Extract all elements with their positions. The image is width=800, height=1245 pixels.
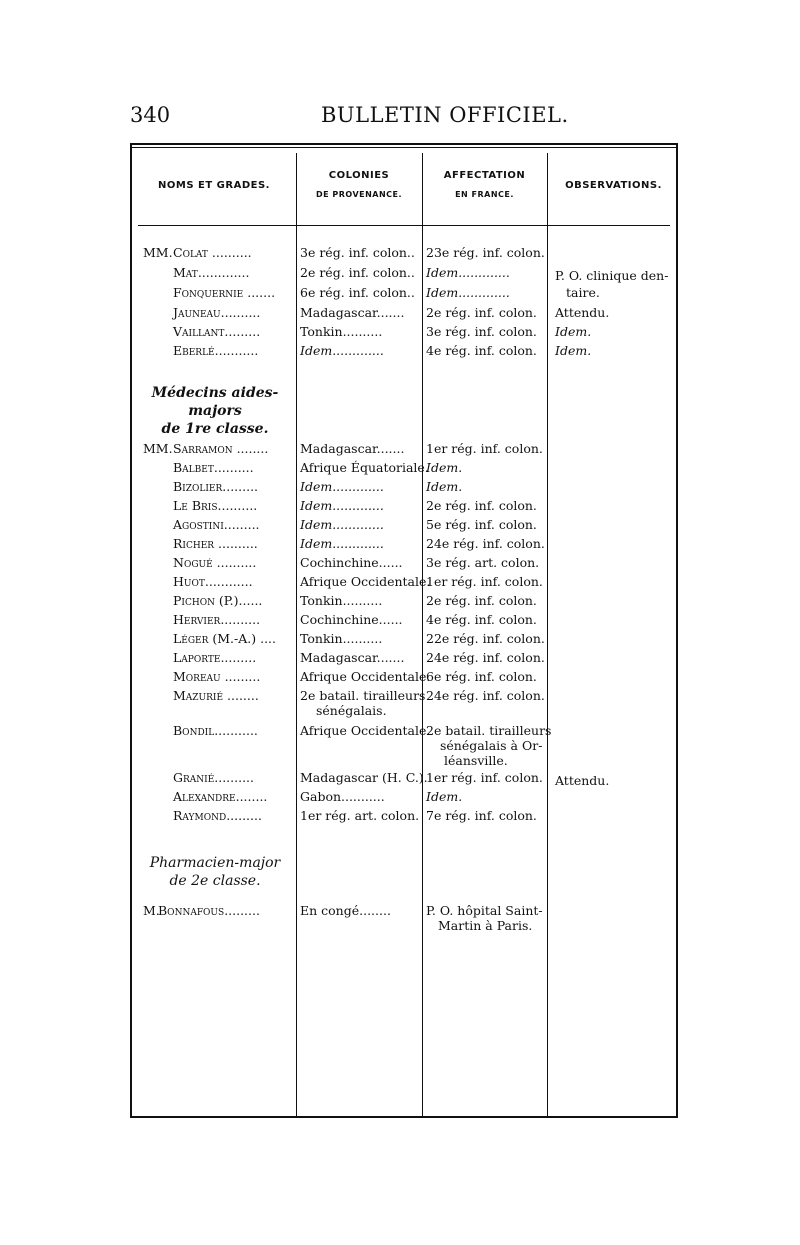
table-row-name: Nogué .......... [173,555,257,570]
table-row-affectation: 24e rég. inf. colon. [426,688,545,703]
table-row-name: Granié.......... [173,770,254,785]
table-row-name: Moreau ......... [173,669,261,684]
table-row-colonie: Afrique Occidentale. [300,723,431,738]
column-divider [422,153,423,1116]
table-row-colonie: Madagascar (H. C.). [300,770,428,785]
header-colonies: COLONIES DE PROVENANCE. [315,170,403,199]
table-row-affectation: 4e rég. inf. colon. [426,343,537,358]
table-row-name: Bondil........... [173,723,258,738]
header-rule [138,225,670,226]
group1-prefix: MM. [143,245,173,260]
table-row-name: Hervier.......... [173,612,261,627]
table-row-colonie: Idem............. [300,498,384,513]
page-number: 340 [130,103,171,127]
table-row-observation: Attendu. [555,773,610,788]
table-row-affectation-cont: léansville. [444,753,508,768]
table-row-name: Léger (M.-A.) .... [173,631,277,646]
table-row-colonie: Idem............. [300,343,384,358]
table-row-colonie: 3e rég. inf. colon.. [300,245,415,260]
table-row-name: Bonnafous......... [158,903,260,918]
section-heading: Pharmacien-major de 2e classe. [149,855,281,889]
table-row-name: Richer .......... [173,536,258,551]
table-row-name: Alexandre........ [173,789,268,804]
table-row-affectation: 7e rég. inf. colon. [426,808,537,823]
table-row-affectation-cont: Martin à Paris. [438,918,533,933]
table-row-affectation: 4e rég. inf. colon. [426,612,537,627]
table-row-affectation: 6e rég. inf. colon. [426,669,537,684]
table-row-colonie: 6e rég. inf. colon.. [300,285,415,300]
table-row-affectation: 3e rég. art. colon. [426,555,540,570]
table-row-colonie: 1er rég. art. colon. [300,808,420,823]
page-title: BULLETIN OFFICIEL. [321,103,569,127]
table-row-colonie: 2e rég. inf. colon.. [300,265,415,280]
table-row-name: Mazurié ........ [173,688,259,703]
table-row-name: Pichon (P.)...... [173,593,263,608]
table-row-affectation: Idem. [426,460,463,475]
table-row-name: Sarramon ........ [173,441,269,456]
table-row-colonie: Afrique Occidentale. [300,669,431,684]
table-row-colonie: Madagascar....... [300,650,405,665]
table-row-name: Huot............ [173,574,253,589]
table-row-name: Balbet.......... [173,460,254,475]
column-divider [296,153,297,1116]
table-row-colonie: Tonkin.......... [300,593,383,608]
table-row-affectation: 24e rég. inf. colon. [426,650,545,665]
table-row-colonie: Afrique Équatoriale. [300,460,429,475]
table-row-affectation: 2e batail. tirailleurs [426,723,552,738]
table-row-observation: Idem. [555,324,592,339]
table-row-affectation-cont: sénégalais à Or- [440,738,543,753]
table-row-affectation: 5e rég. inf. colon. [426,517,537,532]
table-row-colonie: Idem............. [300,517,384,532]
table-row-affectation: 1er rég. inf. colon. [426,574,543,589]
table-row-colonie: Cochinchine...... [300,555,403,570]
table-row-name: Laporte......... [173,650,257,665]
table-row-name: Mat............. [173,265,250,280]
table-row-colonie-cont: sénégalais. [316,703,387,718]
table-row-name: Colat .......... [173,245,252,260]
table-row-affectation: Idem............. [426,265,510,280]
section-heading: Médecins aides-majors de 1re classe. [151,385,279,437]
table-row-name: Raymond......... [173,808,262,823]
group3-prefix: M. [143,903,160,918]
table-row-affectation: P. O. hôpital Saint- [426,903,543,918]
table-row-observation: P. O. clinique den- [555,268,669,283]
header-affectation: AFFECTATION EN FRANCE. [443,170,526,199]
table-row-colonie: En congé........ [300,903,391,918]
table-row-name: Agostini......... [173,517,260,532]
table-row-colonie: Idem............. [300,536,384,551]
table-row-affectation: 2e rég. inf. colon. [426,305,537,320]
column-divider [547,153,548,1116]
table-row-colonie: Afrique Occidentale. [300,574,431,589]
table-row-colonie: Madagascar....... [300,305,405,320]
table-row-colonie: Tonkin.......... [300,324,383,339]
table-row-affectation: Idem. [426,789,463,804]
table-row-affectation: Idem. [426,479,463,494]
table-row-name: Vaillant......... [173,324,261,339]
table-row-affectation: 1er rég. inf. colon. [426,770,543,785]
table-row-colonie: Gabon........... [300,789,385,804]
table-row-affectation: 3e rég. inf. colon. [426,324,537,339]
table-row-affectation: 2e rég. inf. colon. [426,593,537,608]
table-row-affectation: 1er rég. inf. colon. [426,441,543,456]
table-row-observation: taire. [566,285,600,300]
header-observations: OBSERVATIONS. [565,180,662,191]
table-row-name: Jauneau.......... [173,305,261,320]
table-row-name: Le Bris.......... [173,498,258,513]
table-row-name: Eberlé........... [173,343,259,358]
table-row-observation: Idem. [555,343,592,358]
table-row-affectation: 24e rég. inf. colon. [426,536,545,551]
table-row-affectation: 22e rég. inf. colon. [426,631,545,646]
table-row-colonie: Idem............. [300,479,384,494]
table-row-affectation: Idem............. [426,285,510,300]
table-row-affectation: 2e rég. inf. colon. [426,498,537,513]
table-row-name: Bizolier......... [173,479,259,494]
table-row-observation: Attendu. [555,305,610,320]
table-row-colonie: Cochinchine...... [300,612,403,627]
table-row-colonie: 2e batail. tirailleurs [300,688,426,703]
table-row-name: Fonquernie ....... [173,285,276,300]
table-row-colonie: Madagascar....... [300,441,405,456]
group2-prefix: MM. [143,441,173,456]
header-names: NOMS ET GRADES. [158,180,270,191]
table-row-affectation: 23e rég. inf. colon. [426,245,545,260]
table-row-colonie: Tonkin.......... [300,631,383,646]
